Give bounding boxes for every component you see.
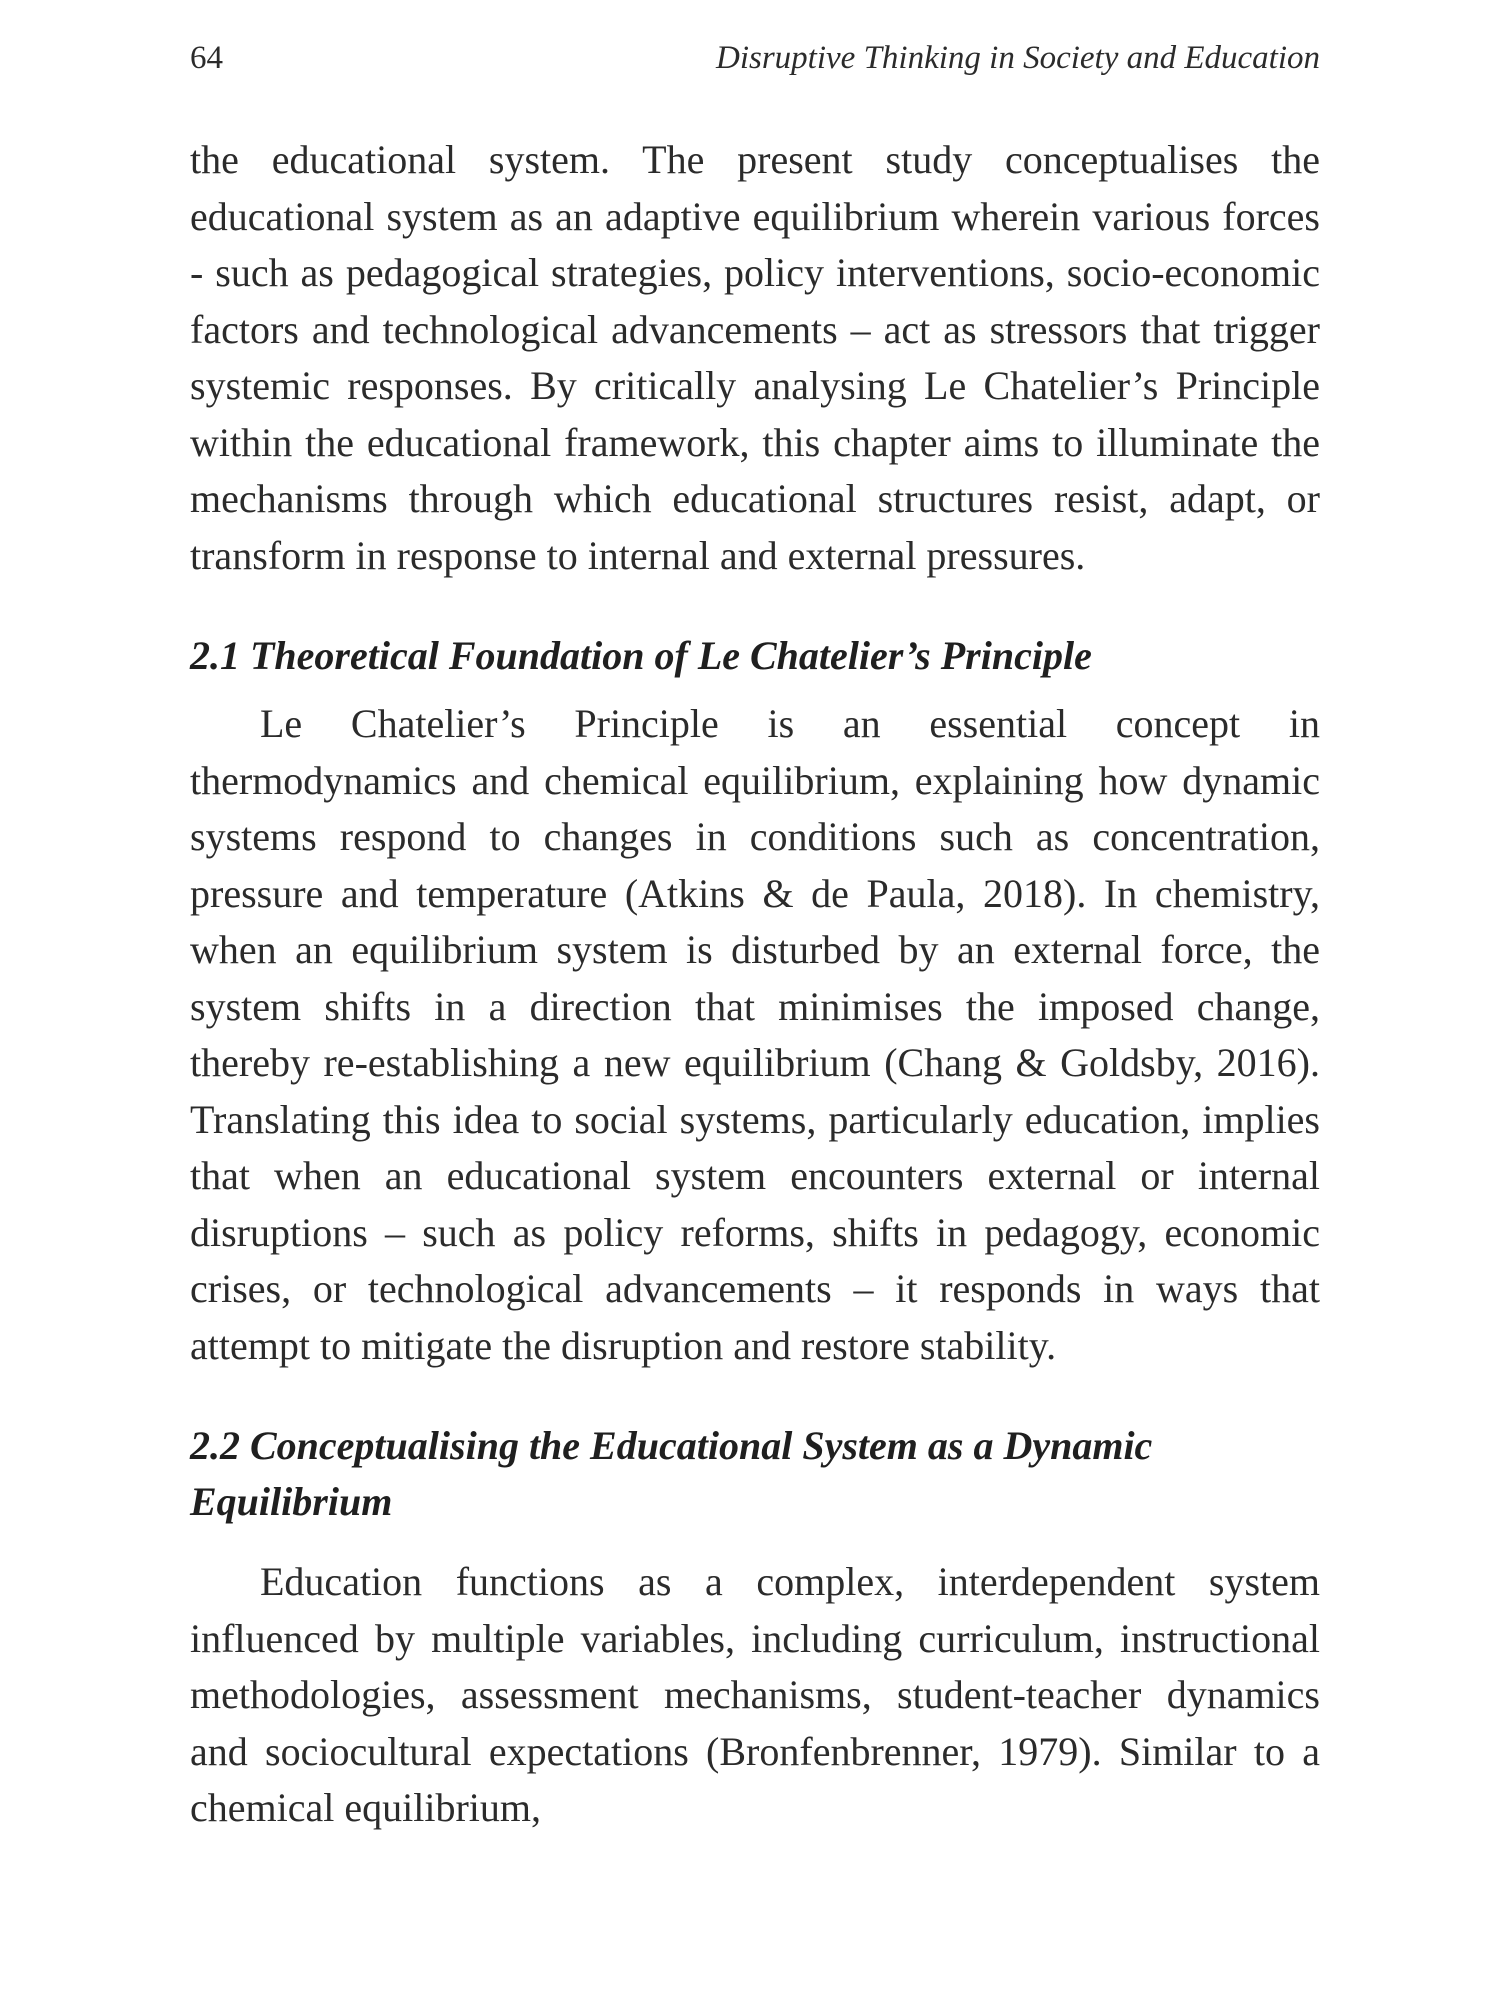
body-text: [190, 132, 1320, 1837]
page-number: 64: [190, 40, 223, 76]
section-heading-2-2: 2.2 Conceptualising the Educational System as a Dynamic Equilibrium: [190, 1423, 1153, 1524]
paragraph-continued: the educational system. The present study conceptualises the educational system as an adaptive equilibrium wherein various forces - such as pedagogical strategies, policy interventions, socio-economic factors and technological advancements – act as stressors that trigger systemic responses. By critically analysing Le Chatelier’s Principle within the educational framework, this chapter aims to illuminate the mechanisms through which educational structures resist, adapt, or transform in response to internal and external pressures.: [190, 137, 1320, 578]
paragraph-le-chatelier: Le Chatelier’s Principle is an essential concept in thermodynamics and chemical equilibrium, explaining how dynamic systems respond to changes in conditions such as concentration, pressure and temperature (Atkins & de Paula, 2018). In chemistry, when an equilibrium system is disturbed by an external force, the system shifts in a direction that minimises the imposed change, thereby re-establishing a new equilibrium (Chang & Goldsby, 2016). Translating this idea to social systems, particularly education, implies that when an educational system encounters external or internal disruptions – such as policy reforms, shifts in pedagogy, economic crises, or technological advancements – it responds in ways that attempt to mitigate the disruption and restore stability.: [190, 701, 1320, 1368]
paragraph-education-system: Education functions as a complex, interdependent system influenced by multiple variables, including curriculum, instructional methodologies, assessment mechanisms, student-teacher dynamics and sociocultural expectations (Bronfenbrenner, 1979). Similar to a chemical equilibrium,: [190, 1559, 1320, 1830]
section-heading-2-1: 2.1 Theoretical Foundation of Le Chatelier’s Principle: [190, 633, 1092, 678]
running-head: [190, 40, 1320, 84]
book-page: [190, 0, 1320, 2000]
running-title: Disruptive Thinking in Society and Education: [716, 40, 1320, 76]
